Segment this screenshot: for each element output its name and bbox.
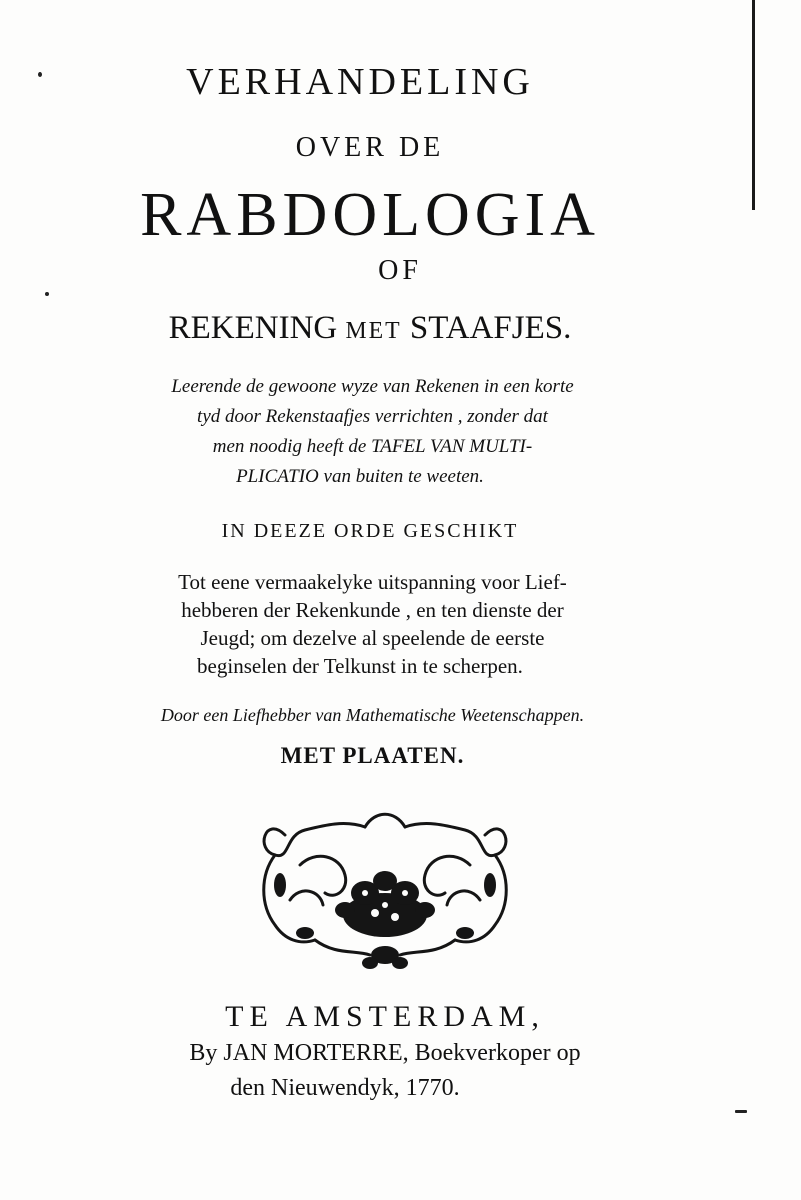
- floral-scroll-vignette-icon: [245, 805, 525, 975]
- title-rekening-word: REKENING: [168, 310, 338, 346]
- subtitle-line-4: PLICATIO van buiten te weeten.: [236, 466, 484, 487]
- imprint-place: TE AMSTERDAM,: [225, 1000, 545, 1033]
- title-line-rabdologia: RABDOLOGIA: [140, 181, 600, 249]
- subtitle-line-2: tyd door Rekenstaafjes verrichten , zonder dat: [197, 406, 548, 427]
- title-line-of: OF: [378, 255, 422, 286]
- purpose-line-2: hebberen der Rekenkunde , en ten dienste der: [181, 598, 564, 622]
- subtitle-line-3: men noodig heeft de TAFEL VAN MULTI-: [212, 436, 533, 457]
- title-staafjes-word: STAAFJES.: [409, 310, 572, 346]
- title-met-word: MET: [345, 318, 402, 344]
- author-line: Door een Liefhebber van Mathematische Weetenschappen.: [160, 705, 585, 725]
- imprint-address: den Nieuwendyk, 1770.: [230, 1075, 460, 1101]
- subtitle-line-1: Leerende de gewoone wyze van Rekenen in een korte: [171, 376, 574, 397]
- purpose-line-4: beginselen der Telkunst in te scherpen.: [197, 654, 523, 678]
- plates-line: MET PLAATEN.: [280, 743, 465, 768]
- arrangement-line: IN DEEZE ORDE GESCHIKT: [221, 520, 519, 542]
- ink-speck: [735, 1110, 747, 1113]
- title-line-over-de: OVER DE: [295, 132, 445, 163]
- purpose-line-1: Tot eene vermaakelyke uitspanning voor Lief-: [178, 570, 567, 594]
- imprint-publisher: By JAN MORTERRE, Boekverkoper op: [189, 1040, 581, 1066]
- purpose-line-3: Jeugd; om dezelve al speelende de eerste: [200, 626, 545, 650]
- title-line-rekening: [0, 310, 740, 347]
- ink-speck: [45, 292, 49, 296]
- page-edge-rule: [752, 0, 755, 210]
- title-line-verhandeling: VERHANDELING: [186, 61, 534, 103]
